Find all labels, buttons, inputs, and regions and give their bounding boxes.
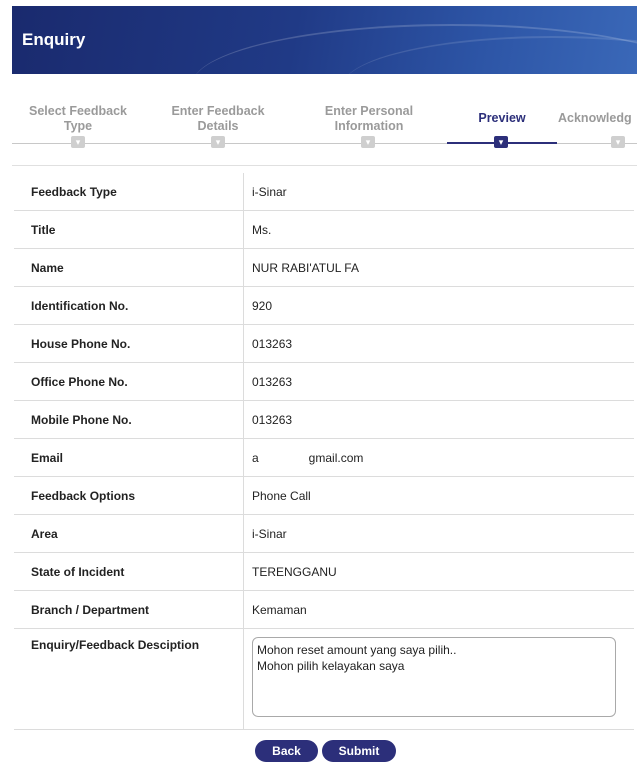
- description-textarea[interactable]: Mohon reset amount yang saya pilih.. Mohon pilih kelayakan saya: [252, 637, 616, 717]
- field-value: 013263: [252, 336, 293, 351]
- stepper-line: [557, 143, 637, 144]
- divider: [12, 165, 637, 166]
- field-label: Enquiry/Feedback Desciption: [14, 629, 244, 729]
- form-row-office-phone: [14, 363, 634, 401]
- progress-stepper: [12, 98, 637, 158]
- step-marker-active-icon: ▾: [494, 136, 508, 148]
- field-label: Email: [14, 439, 244, 476]
- field-label: House Phone No.: [14, 325, 244, 362]
- field-value: TERENGGANU: [252, 564, 337, 579]
- form-row-state-of-incident: [14, 553, 634, 591]
- field-label: Name: [14, 249, 244, 286]
- field-value: Ms.: [252, 222, 272, 237]
- form-row-name: [14, 249, 634, 287]
- field-label: Area: [14, 515, 244, 552]
- form-row-email: [14, 439, 634, 477]
- step-preview: Preview: [478, 111, 526, 125]
- field-label: Feedback Type: [14, 173, 244, 210]
- form-row-branch-department: [14, 591, 634, 629]
- field-value: Phone Call: [252, 488, 311, 503]
- field-value: a gmail.com: [252, 450, 364, 465]
- step-marker-icon: ▾: [211, 136, 225, 148]
- back-button[interactable]: Back: [255, 740, 318, 762]
- step-enter-feedback-details: Enter Feedback Details: [171, 104, 265, 133]
- field-value: 013263: [252, 412, 293, 427]
- step-enter-personal-information: Enter Personal Information: [324, 104, 414, 133]
- step-marker-icon: ▾: [611, 136, 625, 148]
- step-marker-icon: ▾: [71, 136, 85, 148]
- field-value: Kemaman: [252, 602, 307, 617]
- field-value-container: [244, 629, 634, 729]
- submit-button[interactable]: Submit: [322, 740, 396, 762]
- form-row-mobile-phone: [14, 401, 634, 439]
- field-value: 013263: [252, 374, 293, 389]
- action-buttons: [255, 740, 396, 762]
- step-select-feedback-type: Select Feedback Type: [29, 104, 127, 133]
- field-value: NUR RABI'ATUL FA: [252, 260, 359, 275]
- page-title: Enquiry: [22, 30, 86, 49]
- form-row-feedback-type: [14, 173, 634, 211]
- form-row-description: [14, 629, 634, 730]
- field-label: Mobile Phone No.: [14, 401, 244, 438]
- field-label: Branch / Department: [14, 591, 244, 628]
- step-acknowledgement: Acknowledg: [558, 111, 632, 125]
- step-marker-icon: ▾: [361, 136, 375, 148]
- field-label: Identification No.: [14, 287, 244, 324]
- form-row-house-phone: [14, 325, 634, 363]
- field-value: i-Sinar: [252, 526, 287, 541]
- form-row-feedback-options: [14, 477, 634, 515]
- form-row-area: [14, 515, 634, 553]
- field-label: Title: [14, 211, 244, 248]
- form-row-identification-no: [14, 287, 634, 325]
- field-label: State of Incident: [14, 553, 244, 590]
- preview-form: [14, 173, 634, 730]
- page-header: [12, 6, 637, 74]
- field-value: i-Sinar: [252, 184, 287, 199]
- field-label: Office Phone No.: [14, 363, 244, 400]
- field-label: Feedback Options: [14, 477, 244, 514]
- form-row-title: [14, 211, 634, 249]
- field-value: 920: [252, 298, 273, 313]
